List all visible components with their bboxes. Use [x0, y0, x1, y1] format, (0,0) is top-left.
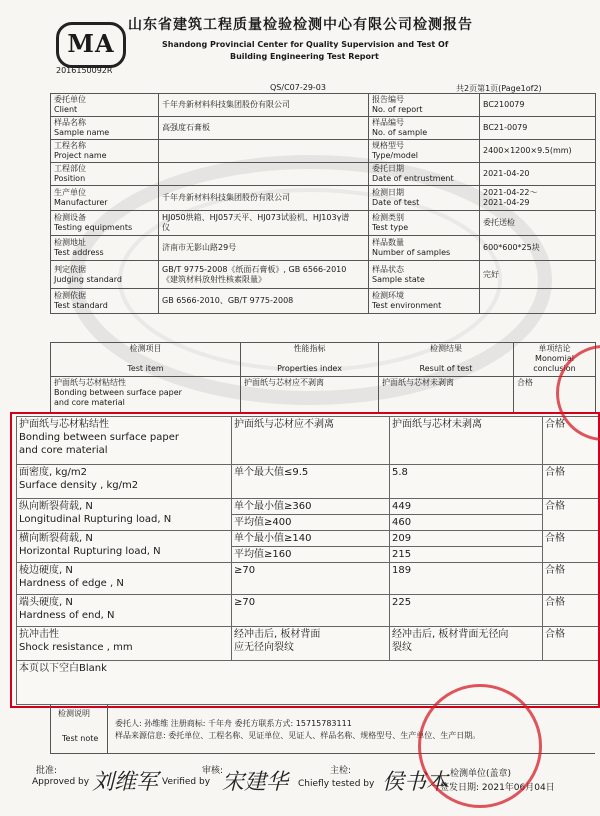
item-cell: 抗冲击性 Shock resistance , mm [17, 627, 232, 661]
verified-label-en: Verified by [162, 777, 211, 787]
index-cell: 单个最大值≤9.5 [232, 465, 390, 499]
report-info-table [50, 93, 596, 314]
table-row [17, 417, 600, 465]
position-value [159, 163, 369, 186]
conclusion-cell: 合格 [543, 499, 600, 531]
entrust-date-label: 委托日期 Date of entrustment [369, 163, 480, 186]
conclusion-cell: 合格 [543, 531, 600, 563]
index-cell: 经冲击后, 板材背面 应无径向裂纹 [232, 627, 390, 661]
item-cell: 端头硬度, N Hardness of end, N [17, 595, 232, 627]
client-value: 千年舟新材料科技集团股份有限公司 [159, 94, 369, 117]
approved-signature: 刘维军 [92, 770, 159, 795]
official-seal-stamp-lower [418, 684, 542, 808]
index-cell: 平均值≥160 [232, 547, 390, 563]
conclusion-cell: 合格 [543, 563, 600, 595]
position-label: 工程部位 Position [51, 163, 159, 186]
verified-label-cn: 审核: [202, 766, 224, 776]
result-cell: 449 [390, 499, 543, 515]
index-cell: ≥70 [232, 563, 390, 595]
cma-logo: MA [56, 22, 126, 68]
preview-item: 护面纸与芯材粘结性 Bonding between surface paper and core material [51, 377, 241, 413]
chief-label-cn: 主检: [330, 766, 352, 776]
conclusion-cell: 合格 [543, 595, 600, 627]
index-cell: 平均值≥400 [232, 515, 390, 531]
table-row [17, 499, 600, 515]
type-model-value: 2400×1200×9.5(mm) [480, 140, 596, 163]
index-cell: 单个最小值≥360 [232, 499, 390, 515]
test-standard-label: 检测依据 Test standard [51, 289, 159, 314]
manufacturer-label: 生产单位 Manufacturer [51, 186, 159, 211]
project-name-label: 工程名称 Project name [51, 140, 159, 163]
test-date-label: 检测日期 Date of test [369, 186, 480, 211]
seal-label: 检测单位(盖章) [450, 769, 512, 779]
issue-date: 签发日期: 2021年06月04日 [440, 783, 555, 793]
sample-state-label: 样品状态 Sample state [369, 261, 480, 289]
item-cell: 面密度, kg/m2 Surface density , kg/m2 [17, 465, 232, 499]
highlighted-results-region [10, 412, 600, 708]
equipment-value: HJ050烘箱、HJ057天平、HJ073试验机、HJ103γ谱 仪 [159, 211, 369, 236]
result-cell: 460 [390, 515, 543, 531]
test-standard-value: GB 6566-2010、GB/T 9775-2008 [159, 289, 369, 314]
entrust-date-value: 2021-04-20 [480, 163, 596, 186]
item-cell: 护面纸与芯材粘结性 Bonding between surface paper and core material [17, 417, 232, 465]
type-model-label: 规格型号 Type/model [369, 140, 480, 163]
sample-name-value: 高强度石膏板 [159, 117, 369, 140]
test-note-label-en: Test note [62, 734, 99, 743]
index-cell: 单个最小值≥140 [232, 531, 390, 547]
report-title-cn: 山东省建筑工程质量检验检测中心有限公司检测报告 [128, 17, 473, 33]
page-info: 共2页第1页(Page1of2) [456, 84, 542, 93]
item-cell: 棱边硬度, N Hardness of edge , N [17, 563, 232, 595]
report-title-en-line1: Shandong Provincial Center for Quality Supervision and Test Of [162, 40, 449, 49]
conclusion-cell: 合格 [543, 627, 600, 661]
judging-label: 判定依据 Judging standard [51, 261, 159, 289]
approved-label-cn: 批准: [36, 766, 58, 776]
item-cell: 横向断裂荷载, N Horizontal Rupturing load, N [17, 531, 232, 563]
results-table-header [50, 342, 596, 413]
report-title-en-line2: Building Engineering Test Report [230, 52, 379, 61]
report-no-label: 报告编号 No. of report [369, 94, 480, 117]
approved-label-en: Approved by [32, 777, 90, 787]
table-row [17, 627, 600, 661]
test-note-line2: 样品来源信息: 委托单位、工程名称、见证单位、见证人、样品名称、规格型号、生产单位、生产日期。 [115, 731, 481, 740]
sample-state-value: 完好 [480, 261, 596, 289]
result-cell: 5.8 [390, 465, 543, 499]
quantity-label: 样品数量 Number of samples [369, 236, 480, 261]
quantity-value: 600*600*25块 [480, 236, 596, 261]
result-cell: 护面纸与芯材未剥离 [390, 417, 543, 465]
table-row [17, 563, 600, 595]
preview-index: 护面纸与芯材应不剥离 [241, 377, 379, 413]
test-note-line1: 委托人: 孙维维 注册商标: 千年舟 委托方联系方式: 15715783111 [115, 719, 352, 728]
results-table-zoomed [16, 416, 600, 705]
equipment-label: 检测设备 Testing equipments [51, 211, 159, 236]
preview-conclusion: 合格 [514, 377, 596, 413]
environment-label: 检测环境 Test environment [369, 289, 480, 314]
result-cell: 经冲击后, 板材背面无径向 裂纹 [390, 627, 543, 661]
client-label: 委托单位 Client [51, 94, 159, 117]
judging-value: GB/T 9775-2008《纸面石膏板》, GB 6566-2010 《建筑材料放射性核素限量》 [159, 261, 369, 289]
conclusion-cell: 合格 [543, 417, 600, 465]
result-cell: 209 [390, 531, 543, 547]
sample-no-label: 样品编号 No. of sample [369, 117, 480, 140]
test-type-value: 委托送检 [480, 211, 596, 236]
environment-value [480, 289, 596, 314]
manufacturer-value: 千年舟新材料科技集团股份有限公司 [159, 186, 369, 211]
table-row [17, 531, 600, 547]
index-cell: ≥70 [232, 595, 390, 627]
chief-label-en: Chiefly tested by [298, 779, 375, 789]
sample-name-label: 样品名称 Sample name [51, 117, 159, 140]
result-cell: 215 [390, 547, 543, 563]
address-value: 济南市无影山路29号 [159, 236, 369, 261]
logo-number: 2016150092R [56, 66, 113, 75]
project-name-value [159, 140, 369, 163]
test-date-value: 2021-04-22～ 2021-04-29 [480, 186, 596, 211]
sample-no-value: BC21-0079 [480, 117, 596, 140]
report-no-value: BC210079 [480, 94, 596, 117]
conclusion-cell: 合格 [543, 465, 600, 499]
note-border-left [50, 704, 51, 754]
result-cell: 225 [390, 595, 543, 627]
index-cell: 护面纸与芯材应不剥离 [232, 417, 390, 465]
result-header: 检测结果 Result of test [379, 343, 514, 377]
blank-note: 本页以下空白Blank [17, 661, 600, 705]
address-label: 检测地址 Test address [51, 236, 159, 261]
item-cell: 纵向断裂荷载, N Longitudinal Rupturing load, N [17, 499, 232, 531]
chief-signature: 侯书本 [382, 770, 449, 795]
conclusion-header: 单项结论 Monomial conclusion [514, 343, 596, 377]
document-code: QS/C07-29-03 [270, 83, 326, 92]
note-border-divider [107, 704, 108, 754]
preview-result: 护面纸与芯材未剥离 [379, 377, 514, 413]
test-item-header: 检测项目 Test item [51, 343, 241, 377]
table-row [17, 595, 600, 627]
table-row [17, 465, 600, 499]
result-cell: 189 [390, 563, 543, 595]
properties-index-header: 性能指标 Properties index [241, 343, 379, 377]
verified-signature: 宋建华 [222, 770, 289, 795]
test-note-label-cn: 检测说明 [58, 709, 90, 718]
test-type-label: 检测类别 Test type [369, 211, 480, 236]
